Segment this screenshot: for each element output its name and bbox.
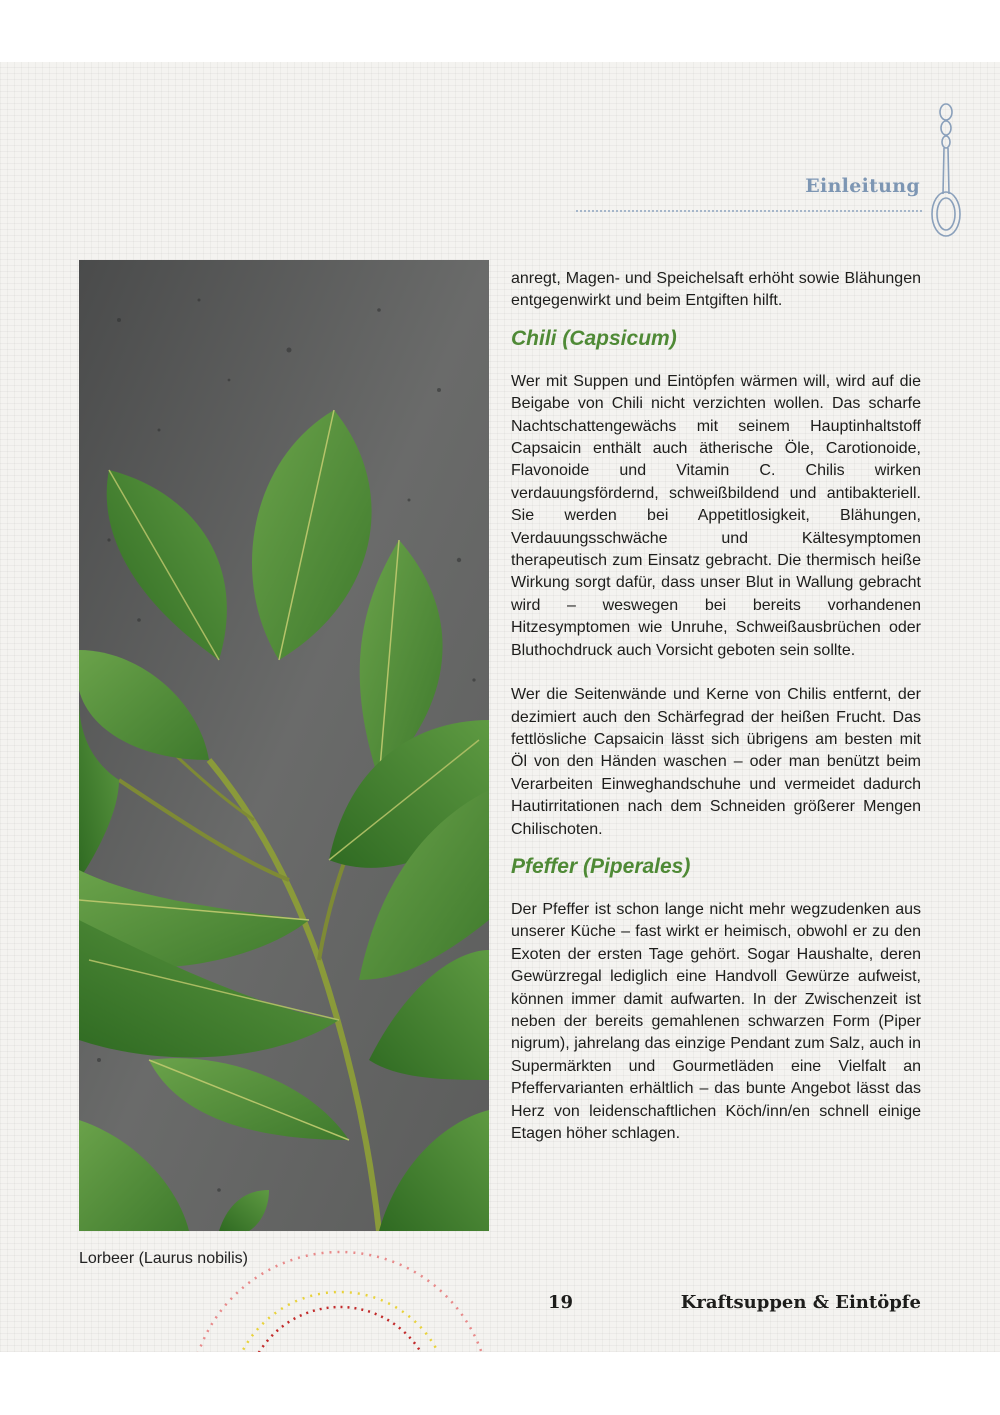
chili-heading: Chili (Capsicum) [511,326,677,350]
section-title: Einleitung [805,175,920,197]
figure-caption: Lorbeer (Laurus nobilis) [79,1250,248,1267]
spoon-icon [926,102,966,242]
book-title: Kraftsuppen & Eintöpfe [680,1292,921,1313]
pfeffer-heading: Pfeffer (Piperales) [511,854,691,878]
decorative-circles [170,1232,510,1352]
chili-paragraph-2: Wer die Seitenwände und Kerne von Chilis entfernt, der dezimiert auch den Schärfegrad der heißen Frucht. Das fettlösliche Capsaicin lässt sich übrigens am besten mit Öl von den Händen waschen – oder man benützt beim Verarbeiten Einweghandschuhe und vermeidet dadurch Hautirritationen nach dem Schneiden größerer Mengen Chilischoten. [511,686,921,838]
article-column [511,268,921,1145]
section-divider [576,210,922,212]
page-number: 19 [548,1292,574,1313]
pfeffer-paragraph-1: Der Pfeffer ist schon lange nicht mehr wegzudenken aus unserer Küche – fast wirkt er heimisch, obwohl er zu den Exoten der ersten Tage gehört. Sogar Haushalte, deren Gewürzregal lediglich eine Handvoll Gewürze aufweist, können immer damit aufwarten. In der Zwischenzeit ist neben der bereits gemahlenen schwarzen Form (Piper nigrum), jahrelang das einzige Pendant zum Salz, auch in Supermärkten und Gourmetläden eine Vielfalt an Pfeffervarianten erhältlich – das bunte Angebot lässt das Herz von leidenschaftlichen Köch/inn/en schnell einige Etagen höher schlagen. [511,900,921,1142]
book-page [0,62,1000,1352]
chili-paragraph-1: Wer mit Suppen und Eintöpfen wärmen will, wird auf die Beigabe von Chili nicht verzichten wollen. Das scharfe Nachtschattengewächs mit seinem Hauptinhaltstoff Capsaicin enthält auch ätherische Öle, Carotionoide, Flavonoide und Vitamin C. Chilis wirken verdauungsfördernd, schweißbildend und antibakteriell. Sie werden bei Appetitlosigkeit, Blähungen, Verdauungsschwäche und Kältesymptomen therapeutisch zum Einsatz gebracht. Die thermisch heiße Wirkung sorgt dafür, dass unser Blut in Wallung gebracht wird – weswegen bei bereits vorhandenen Hitzesymptomen wie Unruhe, Schweißausbrüchen oder Bluthochdruck auch Vorsicht geboten sein sollte. [511,372,921,659]
bay-leaves-photo [79,260,489,1231]
intro-paragraph: anregt, Magen- und Speichelsaft erhöht sowie Blähungen entgegenwirkt und beim Entgiften hilft. [511,270,921,310]
